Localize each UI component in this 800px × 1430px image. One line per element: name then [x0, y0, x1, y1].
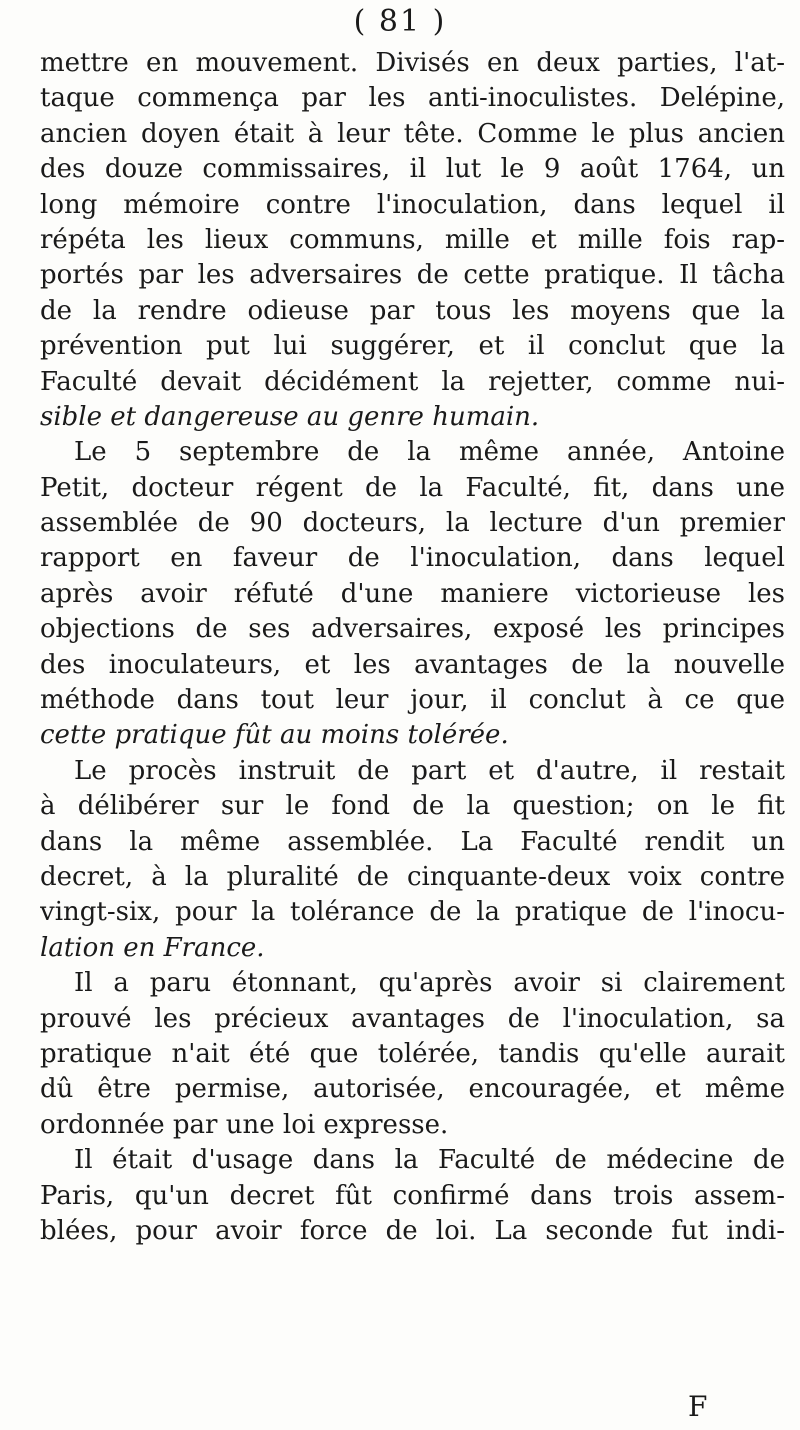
text-line: vingt-six, pour la tolérance de la pratique de l'inocu-: [40, 897, 785, 928]
text-line: prouvé les précieux avantages de l'inoculation, sa: [40, 1003, 785, 1034]
text-line: de la rendre odieuse par tous les moyens que la: [40, 295, 785, 326]
text-line: répéta les lieux communs, mille et mille fois rap-: [40, 224, 785, 255]
text-line: méthode dans tout leur jour, il conclut à ce que: [40, 685, 785, 716]
text-line: dans la même assemblée. La Faculté rendit un: [40, 826, 785, 857]
text-line: à délibérer sur le fond de la question; on le fit: [40, 791, 785, 822]
text-line: decret, à la pluralité de cinquante-deux voix contre: [40, 861, 785, 892]
body-text: [40, 46, 785, 1249]
text-line: blées, pour avoir force de loi. La seconde fut indi-: [40, 1215, 785, 1246]
page-number: ( 81 ): [353, 4, 447, 39]
text-line: cette pratique fût au moins tolérée.: [40, 720, 509, 751]
text-line: rapport en faveur de l'inoculation, dans lequel: [40, 543, 785, 574]
text-line: long mémoire contre l'inoculation, dans lequel il: [40, 189, 785, 220]
text-line: des inoculateurs, et les avantages de la nouvelle: [40, 649, 785, 680]
text-line: prévention put lui suggérer, et il conclut que la: [40, 331, 785, 362]
text-line: après avoir réfuté d'une maniere victorieuse les: [40, 578, 785, 609]
text-line: lation en France.: [40, 932, 265, 963]
text-line: des douze commissaires, il lut le 9 août 1764, un: [40, 154, 785, 185]
text-line: pratique n'ait été que tolérée, tandis qu'elle aurait: [40, 1038, 785, 1069]
paragraph-start-line: Il était d'usage dans la Faculté de médecine de: [74, 1145, 785, 1176]
text-line: mettre en mouvement. Divisés en deux parties, l'at-: [40, 48, 785, 78]
text-line: Faculté devait décidément la rejetter, comme nui-: [40, 366, 785, 397]
text-line: sible et dangereuse au genre humain.: [40, 401, 540, 432]
text-line: dû être permise, autorisée, encouragée, et même: [40, 1074, 785, 1105]
text-line: objections de ses adversaires, exposé les principes: [40, 614, 785, 645]
text-line: taque commença par les anti-inoculistes. Delépine,: [40, 83, 785, 114]
text-line: Petit, docteur régent de la Faculté, fit, dans une: [40, 472, 785, 503]
text-line: ancien doyen était à leur tête. Comme le plus ancien: [40, 118, 785, 149]
paragraph-start-line: Il a paru étonnant, qu'après avoir si clairement: [74, 968, 785, 999]
text-line: assemblée de 90 docteurs, la lecture d'un premier: [40, 508, 785, 539]
text-line: Paris, qu'un decret fût confirmé dans trois assem-: [40, 1180, 785, 1211]
signature-mark: F: [688, 1390, 708, 1423]
paragraph-start-line: Le 5 septembre de la même année, Antoine: [74, 437, 785, 468]
paragraph-start-line: Le procès instruit de part et d'autre, il restait: [74, 755, 785, 786]
text-line: ordonnée par une loi expresse.: [40, 1109, 449, 1140]
text-line: portés par les adversaires de cette pratique. Il tâcha: [40, 260, 785, 291]
